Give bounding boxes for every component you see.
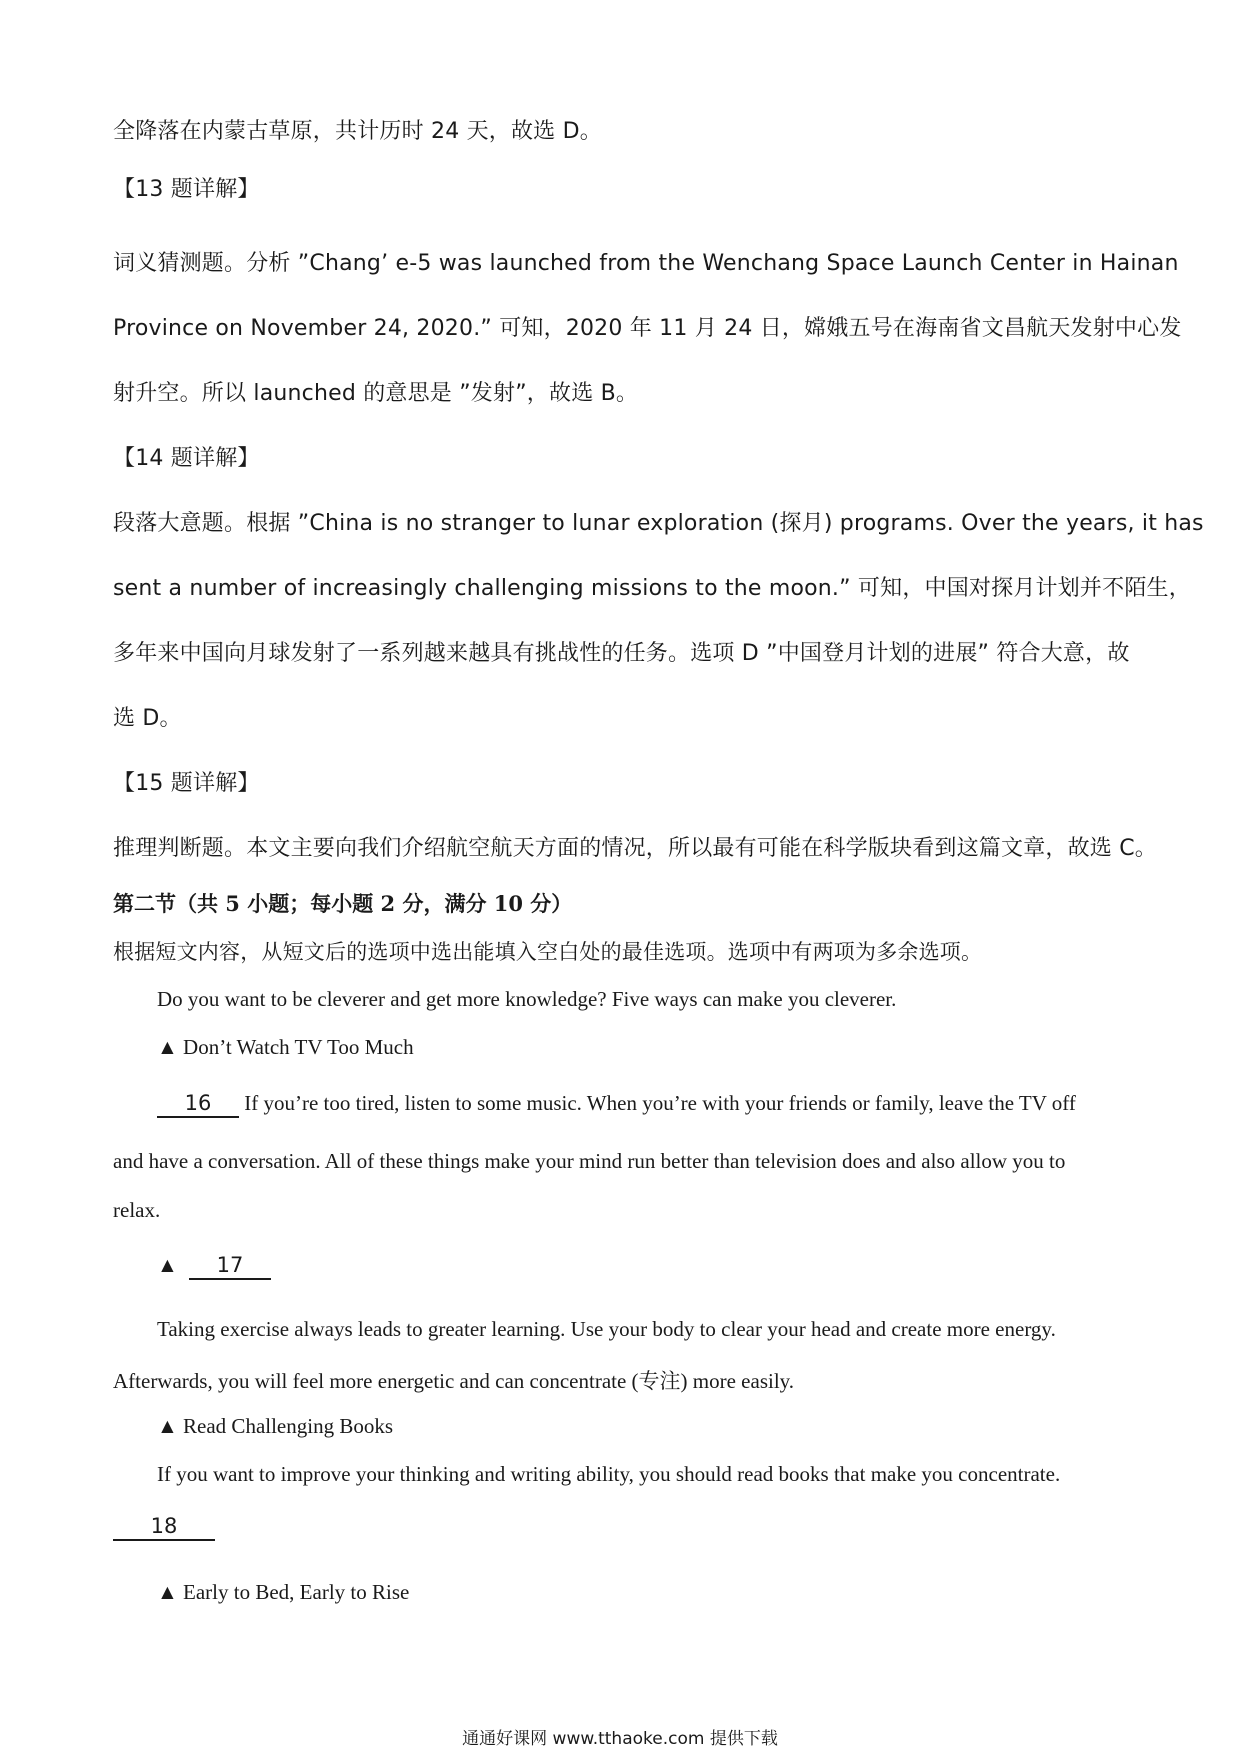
passage-para2-line2: Afterwards, you will feel more energetic and can concentrate (专注) more easily.	[113, 1369, 795, 1393]
page-footer: 通通好课网 www.tthaoke.com 提供下载	[462, 1729, 778, 1749]
q14-line-4: 选 D。	[113, 706, 182, 731]
passage-intro: Do you want to be cleverer and get more knowledge? Five ways can make you cleverer.	[157, 987, 897, 1011]
answer-blank-17[interactable]: 17	[189, 1252, 271, 1280]
passage-blank-18-line	[113, 1513, 215, 1541]
section-instruction: 根据短文内容，从短文后的选项中选出能填入空白处的最佳选项。选项中有两项为多余选项。	[113, 940, 983, 964]
triangle-marker: ▲	[157, 1253, 178, 1277]
q14-line-3: 多年来中国向月球发射了一系列越来越具有挑战性的任务。选项 D ”中国登月计划的进展” 符合大意，故	[113, 641, 1130, 666]
passage-para1-line2: and have a conversation. All of these things make your mind run better than television does and also allow you to	[113, 1149, 1066, 1173]
q15-line-1: 推理判断题。本文主要向我们介绍航空航天方面的情况，所以最有可能在科学版块看到这篇文章，故选 C。	[113, 836, 1157, 861]
passage-para3-line1: If you want to improve your thinking and writing ability, you should read books that make you concentrate.	[157, 1462, 1061, 1486]
passage-para1-line1	[157, 1090, 1076, 1118]
q13-line-3: 射升空。所以 launched 的意思是 ”发射”，故选 B。	[113, 381, 639, 406]
answer-blank-16[interactable]: 16	[157, 1090, 239, 1118]
q15-title: 【15 题详解】	[113, 771, 260, 796]
passage-heading-17	[157, 1252, 271, 1280]
para1-line1-text: If you’re too tired, listen to some music. When you’re with your friends or family, leave the TV off	[244, 1091, 1076, 1115]
q13-title: 【13 题详解】	[113, 177, 260, 202]
section-heading: 第二节（共 5 小题；每小题 2 分，满分 10 分）	[113, 891, 573, 916]
q14-line-2: sent a number of increasingly challenging missions to the moon.” 可知，中国对探月计划并不陌生，	[113, 576, 1191, 601]
passage-heading-tv: ▲ Don’t Watch TV Too Much	[157, 1035, 414, 1059]
q14-title: 【14 题详解】	[113, 446, 260, 471]
q13-line-2: Province on November 24, 2020.” 可知，2020 年 11 月 24 日，嫦娥五号在海南省文昌航天发射中心发	[113, 316, 1182, 341]
q13-line-1: 词义猜测题。分析 ”Chang’ e-5 was launched from the Wenchang Space Launch Center in Hainan	[113, 251, 1179, 276]
passage-heading-books: ▲ Read Challenging Books	[157, 1414, 394, 1438]
passage-para2-line1: Taking exercise always leads to greater learning. Use your body to clear your head and create more energy.	[157, 1317, 1056, 1341]
passage-heading-early: ▲ Early to Bed, Early to Rise	[157, 1580, 410, 1604]
q12-explanation-tail: 全降落在内蒙古草原，共计历时 24 天，故选 D。	[113, 119, 602, 144]
answer-blank-18[interactable]: 18	[113, 1513, 215, 1541]
q14-line-1: 段落大意题。根据 ”China is no stranger to lunar exploration (探月) programs. Over the years, it has	[113, 511, 1204, 536]
passage-para1-line3: relax.	[113, 1198, 161, 1222]
